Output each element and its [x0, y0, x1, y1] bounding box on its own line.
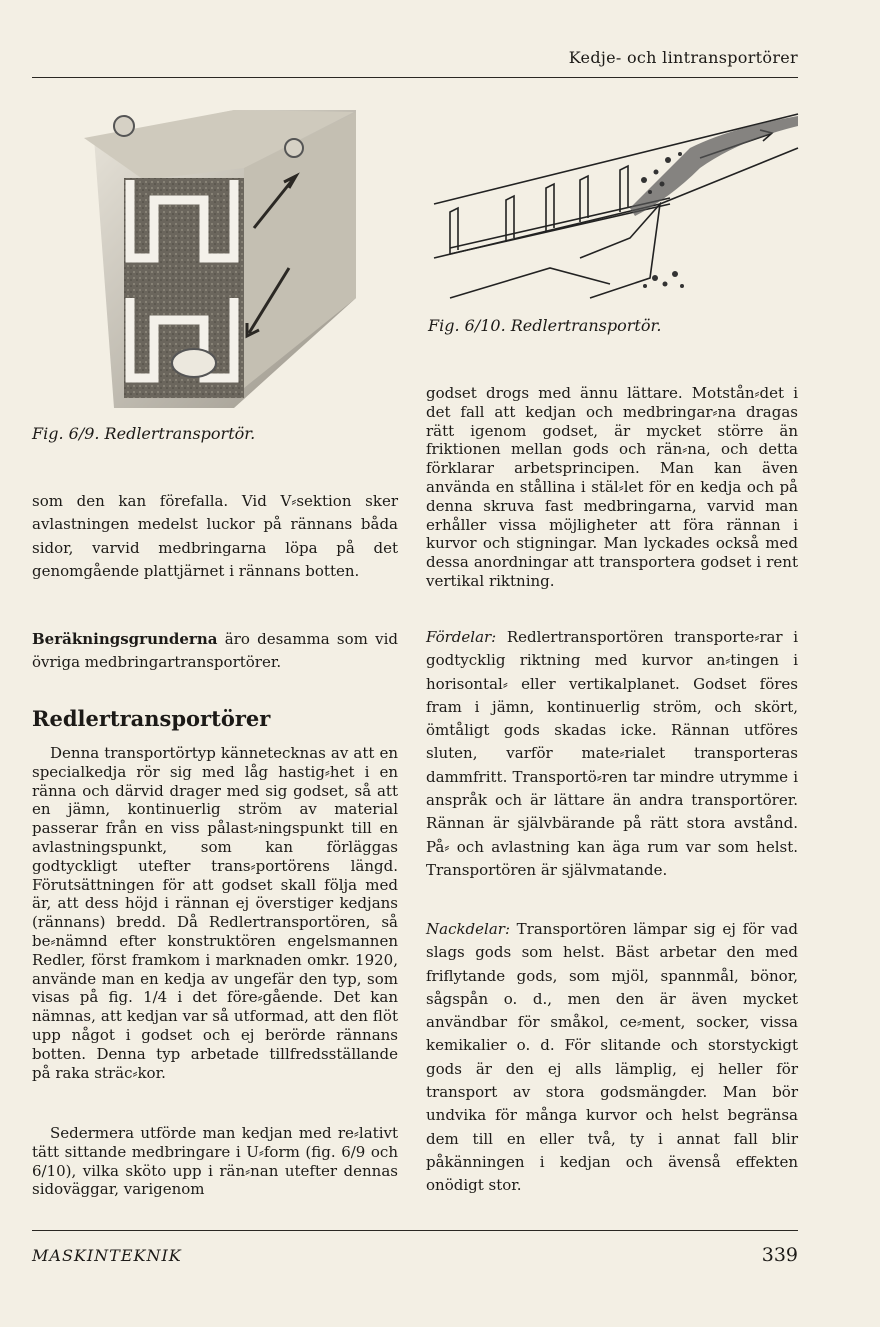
berakning-text: äro desamma som vid övriga medbringartransportörer. [32, 630, 398, 672]
berakning-paragraph [32, 628, 398, 675]
left-paragraph-1: Denna transportörtyp kännetecknas av att en specialkedja rör sig med låg hastig⸗het i en ränna och därvid drager med sig godset, så att en jämn, kontinuerlig ström av material passerar från en viss pålast⸗ningspunkt till en avlastningspunkt, som kan förläggas godtyckligt utefter trans⸗portörens längd. Förutsättningen för att godset skall följa med är, att dess höjd i rännan ej överstiger kedjans (rännans) bredd. Då Redlertransportören, så be⸗nämnd efter konstruktören engelsmannen Redler, först framkom i marknaden omkr. 1920, använde man en kedja av ungefär den typ, som visas på fig. 1/4 i det före⸗gående. Det kan nämnas, att kedjan var så utformad, att den flöt upp något i godset och ej berörde rännans botten. Denna typ arbetade tillfredsställande på raka sträc⸗kor. [32, 744, 398, 1082]
left-paragraph-2: Sedermera utförde man kedjan med re⸗lativt tätt sittande medbringare i U⸗form (fig. 6/9 och 6/10), vilka sköto upp i rän⸗nan utefter dennas sidoväggar, varigenom [32, 1124, 398, 1199]
header-rule [32, 77, 798, 78]
footer-rule [32, 1230, 798, 1231]
fordelar-text: Redlertransportören transporte⸗rar i godtycklig riktning med kurvor an⸗tingen i horisontal⸗ eller vertikalplanet. Godset föres fram i jämn, kontinuerlig ström, och skört, ömtåligt gods skadas icke. Rännan utföres sluten, varför mate⸗rialet transporteras dammfritt. Transportö⸗ren tar mindre utrymme i anspråk och är lättare än andra transportörer. Rännan är självbärande på rätt stora avstånd. På⸗ och avlastning kan äga rum var som helst. Transportören är självmatande. [426, 628, 798, 879]
fordelar-lead: Fördelar: [426, 628, 497, 646]
nackdelar-text: Transportören lämpar sig ej för vad slags gods som helst. Bäst arbetar den med friflytande gods, som mjöl, spannmål, bönor, sågspån o. d., men den är även mycket användbar för småkol, ce⸗ment, socker, vissa kemikalier o. d. För slitande och storstyckigt gods är den ej alls lämplig, ej heller för transport av stora godsmängder. Man bör undvika för många kurvor och helst begränsa dem till en eller två, ty i annat fall blir påkänningen i kedjan och ävenså effekten onödigt stor. [426, 920, 798, 1195]
figure-6-9-caption: Fig. 6/9. Redlertransportör. [32, 424, 256, 443]
figure-6-10-drawing [430, 108, 802, 304]
figure-6-9-photo [84, 108, 358, 408]
section-heading: Redlertransportörer [32, 706, 271, 731]
nackdelar-paragraph [426, 918, 798, 1198]
running-header: Kedje- och lintransportörer [568, 48, 798, 67]
nackdelar-lead: Nackdelar: [426, 920, 511, 938]
figure-6-10-caption: Fig. 6/10. Redlertransportör. [428, 316, 662, 335]
page-number: 339 [761, 1244, 798, 1266]
right-paragraph-1: godset drogs med ännu lättare. Motstån⸗det i det fall att kedjan och medbringar⸗na dragas rätt igenom godset, är mycket större än friktionen mellan gods och rän⸗na, och detta förklarar arbetsprincipen. Man kan även använda en stållina i stäl⸗let för en kedja och på denna skruva fast medbringarna, varvid man erhåller vissa möjligheter att föra rännan i kurvor och stigningar. Man lyckades också med dessa anordningar att transportera godset i rent vertikal riktning. [426, 384, 798, 590]
berakning-lead: Beräkningsgrunderna [32, 630, 218, 648]
fordelar-paragraph [426, 626, 798, 882]
left-continuation-paragraph: som den kan förefalla. Vid V⸗sektion sker avlastningen medelst luckor på rännans båda sidor, varvid medbringarna löpa på det genomgående plattjärnet i rännans botten. [32, 492, 398, 580]
journal-name: MASKINTEKNIK [32, 1246, 182, 1265]
